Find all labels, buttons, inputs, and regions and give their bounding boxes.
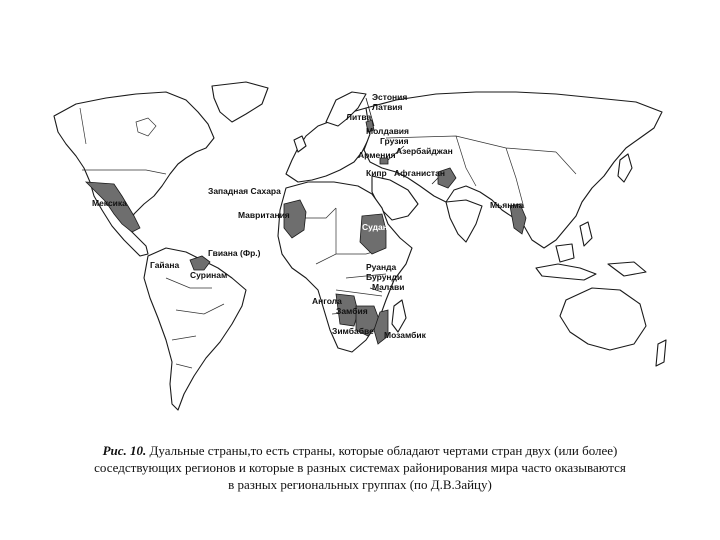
label-moldova: Молдавия — [366, 126, 409, 136]
label-burundi: Бурунди — [366, 272, 403, 282]
world-map — [36, 78, 676, 423]
label-azerbaijan: Азербайджан — [396, 146, 453, 156]
label-guyana: Гайана — [150, 260, 180, 270]
label-malawi: Малави — [372, 282, 405, 292]
label-armenia: Армения — [358, 150, 396, 160]
borneo-outline — [556, 244, 574, 262]
figure-label: Рис. 10. — [102, 443, 147, 458]
label-georgia: Грузия — [380, 136, 409, 146]
japan-outline — [618, 154, 632, 182]
label-rwanda: Руанда — [366, 262, 397, 272]
label-mozambique: Мозамбик — [384, 330, 426, 340]
figure-caption — [40, 442, 680, 493]
india-outline — [446, 200, 482, 242]
label-suriname: Суринам — [190, 270, 228, 280]
label-zimbabwe: Зимбабве — [332, 326, 374, 336]
label-angola: Ангола — [312, 296, 342, 306]
new-zealand-outline — [656, 340, 666, 366]
label-lithuania: Литва — [346, 112, 372, 122]
label-mauritania: Мавритания — [238, 210, 290, 220]
continents — [54, 82, 666, 410]
label-french-guiana: Гвиана (Фр.) — [208, 248, 261, 258]
label-cyprus: Кипр — [366, 168, 387, 178]
caption-line-1 — [40, 442, 680, 459]
caption-line-2: соседствующих регионов и которые в разных системах районирования мира часто оказываются — [94, 460, 626, 475]
label-mexico: Мексика — [92, 198, 127, 208]
label-myanmar: Мьянма — [490, 200, 524, 210]
indonesia-outline — [536, 264, 596, 280]
label-latvia: Латвия — [372, 102, 403, 112]
madagascar-outline — [392, 300, 406, 332]
australia-outline — [560, 288, 646, 350]
caption-line-3: в разных региональных группах (по Д.В.Зайцу) — [228, 477, 492, 492]
greenland-outline — [212, 82, 268, 122]
label-western-sahara: Западная Сахара — [208, 186, 281, 196]
label-zambia: Замбия — [336, 306, 368, 316]
new-guinea-outline — [608, 262, 646, 276]
label-afghanistan: Афганистан — [394, 168, 445, 178]
label-sudan: Судан — [362, 222, 388, 232]
label-estonia: Эстония — [372, 92, 408, 102]
caption-text-1: Дуальные страны,то есть страны, которые обладают чертами стран двух (или более) — [149, 443, 618, 458]
philippines-outline — [580, 222, 592, 246]
